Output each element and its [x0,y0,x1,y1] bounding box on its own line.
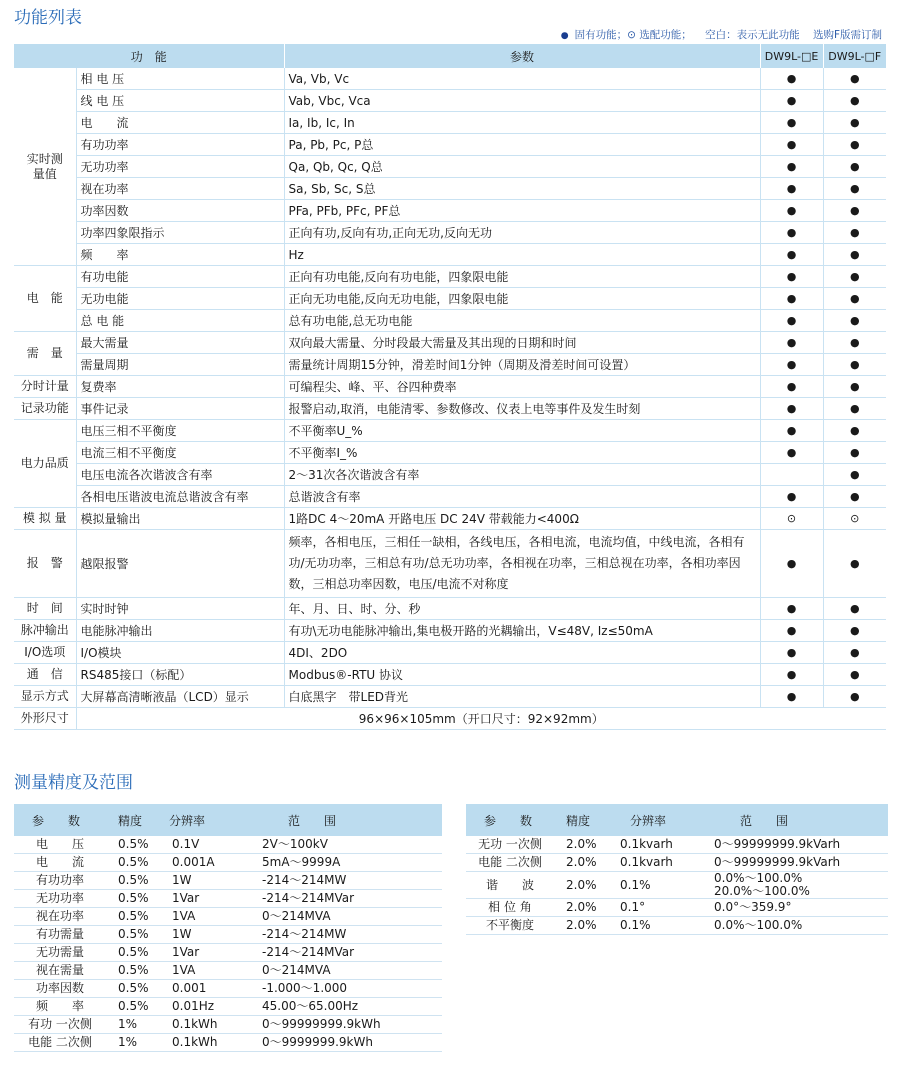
function-name: 实时时钟 [76,598,284,620]
param-value: Va, Vb, Vc [284,68,760,90]
param-name: 电 压 [14,836,106,854]
function-name: 线 电 压 [76,90,284,112]
resolution: 1W [168,872,248,890]
table-row [14,222,886,244]
table-row-dimensions [14,708,886,730]
range: 0.0°～359.9° [700,899,888,917]
range: 0～99999999.9kVarh [700,854,888,872]
support-f: ● [823,222,886,244]
param-name: 无功 一次侧 [466,836,554,854]
support-e: ● [760,376,823,398]
param-name: 电能 二次侧 [466,854,554,872]
table-row [14,836,442,854]
table-row [14,508,886,530]
table-row [14,398,886,420]
param-value: 总有功电能,总无功电能 [284,310,760,332]
resolution: 0.1% [616,917,700,935]
precision-table-left [14,804,442,1052]
table-row [14,530,886,598]
dimensions-label: 外形尺寸 [14,708,76,730]
support-e: ● [760,266,823,288]
table-row [14,620,886,642]
range: 5mA～9999A [248,854,442,872]
table-row [14,68,886,90]
param-name: 相 位 角 [466,899,554,917]
param-value: 正向无功电能,反向无功电能，四象限电能 [284,288,760,310]
support-f: ● [823,442,886,464]
header-param: 参 数 [466,804,554,836]
resolution: 1VA [168,962,248,980]
precision-header-right [466,804,888,836]
support-f: ● [823,620,886,642]
param-value: Qa, Qb, Qc, Q总 [284,156,760,178]
header-function: 功 能 [14,44,284,68]
range: 0～99999999.9kVarh [700,836,888,854]
support-f: ● [823,310,886,332]
support-f: ● [823,200,886,222]
category-cell: 模 拟 量 [14,508,76,530]
param-name: 电 流 [14,854,106,872]
support-e: ● [760,200,823,222]
function-name: 越限报警 [76,530,284,598]
table-row [14,486,886,508]
accuracy: 1% [106,1016,168,1034]
table-row [14,944,442,962]
param-value: 可编程尖、峰、平、谷四种费率 [284,376,760,398]
category-cell: 时 间 [14,598,76,620]
support-f: ● [823,354,886,376]
table-row [14,288,886,310]
support-f: ● [823,68,886,90]
param-value: Sa, Sb, Sc, S总 [284,178,760,200]
function-table-header [14,44,886,68]
table-row [466,872,888,899]
category-cell: 实时测 量值 [14,68,76,266]
category-cell: 脉冲输出 [14,620,76,642]
accuracy: 2.0% [554,872,616,899]
accuracy: 1% [106,1034,168,1052]
legend-order: 选购F版需订制 [812,29,882,41]
range: 0～99999999.9kWh [248,1016,442,1034]
resolution: 0.1% [616,872,700,899]
table-row [14,266,886,288]
table-row [14,1016,442,1034]
resolution: 0.1kvarh [616,854,700,872]
header-resolution: 分辨率 [168,804,248,836]
support-f: ● [823,244,886,266]
support-e: ● [760,642,823,664]
support-f: ● [823,686,886,708]
resolution: 0.001 [168,980,248,998]
header-range: 范 围 [700,804,888,836]
param-name: 频 率 [14,998,106,1016]
category-cell: 需 量 [14,332,76,376]
accuracy: 0.5% [106,836,168,854]
accuracy: 2.0% [554,854,616,872]
param-value: 白底黑字 带LED背光 [284,686,760,708]
support-f: ● [823,266,886,288]
resolution: 0.1V [168,836,248,854]
range: 0～9999999.9kWh [248,1034,442,1052]
param-value: 双向最大需量、分时段最大需量及其出现的日期和时间 [284,332,760,354]
category-cell: 报 警 [14,530,76,598]
category-cell: I/O选项 [14,642,76,664]
support-e: ● [760,288,823,310]
param-value: 不平衡率U_% [284,420,760,442]
table-row [14,310,886,332]
header-model-e: DW9L-□E [760,44,823,68]
support-f: ● [823,598,886,620]
range: -1.000～1.000 [248,980,442,998]
table-row [14,908,442,926]
accuracy: 2.0% [554,836,616,854]
table-row [14,200,886,222]
function-name: 事件记录 [76,398,284,420]
function-name: 功率因数 [76,200,284,222]
accuracy: 0.5% [106,980,168,998]
function-name: 电能脉冲输出 [76,620,284,642]
support-e: ● [760,398,823,420]
support-e: ● [760,598,823,620]
function-name: 功率四象限指示 [76,222,284,244]
param-value: 4DI、2DO [284,642,760,664]
param-value: Ia, Ib, Ic, In [284,112,760,134]
header-model-f: DW9L-□F [823,44,886,68]
support-f: ● [823,486,886,508]
support-f: ● [823,332,886,354]
table-row [14,112,886,134]
range: 45.00～65.00Hz [248,998,442,1016]
table-row [14,854,442,872]
param-name: 有功功率 [14,872,106,890]
resolution: 1W [168,926,248,944]
param-name: 有功需量 [14,926,106,944]
support-e: ⊙ [760,508,823,530]
resolution: 0.001A [168,854,248,872]
table-row [14,1034,442,1052]
precision-table-right [466,804,888,935]
support-f: ● [823,398,886,420]
function-name: 频 率 [76,244,284,266]
category-cell: 电 能 [14,266,76,332]
resolution: 0.1kWh [168,1016,248,1034]
dimensions-value: 96×96×105mm（开口尺寸：92×92mm） [76,708,886,730]
table-row [466,836,888,854]
table-row [14,376,886,398]
accuracy: 0.5% [106,872,168,890]
header-accuracy: 精度 [106,804,168,836]
table-row [466,917,888,935]
accuracy: 0.5% [106,998,168,1016]
support-e: ● [760,420,823,442]
support-f: ⊙ [823,508,886,530]
accuracy: 2.0% [554,917,616,935]
function-name: 有功电能 [76,266,284,288]
table-row [14,890,442,908]
range: 0～214MVA [248,962,442,980]
resolution: 0.1kWh [168,1034,248,1052]
legend [551,27,882,42]
param-value: Modbus®-RTU 协议 [284,664,760,686]
function-name: 有功功率 [76,134,284,156]
resolution: 1Var [168,944,248,962]
table-row [14,998,442,1016]
category-cell: 分时计量 [14,376,76,398]
param-value: Pa, Pb, Pc, P总 [284,134,760,156]
param-value: 1路DC 4～20mA 开路电压 DC 24V 带载能力<400Ω [284,508,760,530]
resolution: 1Var [168,890,248,908]
category-cell: 通 信 [14,664,76,686]
function-name: 需量周期 [76,354,284,376]
support-f: ● [823,376,886,398]
param-value: 正向有功电能,反向有功电能，四象限电能 [284,266,760,288]
param-name: 无功功率 [14,890,106,908]
support-e: ● [760,178,823,200]
range: 0.0%～100.0% [700,917,888,935]
table-row [14,442,886,464]
table-row [14,332,886,354]
param-value: PFa, PFb, PFc, PF总 [284,200,760,222]
header-param: 参 数 [14,804,106,836]
header-resolution: 分辨率 [616,804,700,836]
accuracy: 0.5% [106,890,168,908]
param-value: 需量统计周期15分钟，滑差时间1分钟（周期及滑差时间可设置） [284,354,760,376]
function-name: 电 流 [76,112,284,134]
table-row [14,464,886,486]
range: 2V～100kV [248,836,442,854]
support-e: ● [760,156,823,178]
resolution: 0.1kvarh [616,836,700,854]
support-e: ● [760,90,823,112]
support-f: ● [823,530,886,598]
param-value: 2～31次各次谐波含有率 [284,464,760,486]
support-e: ● [760,442,823,464]
support-e: ● [760,332,823,354]
support-f: ● [823,134,886,156]
table-row [466,899,888,917]
function-name: 视在功率 [76,178,284,200]
param-value: 有功\无功电能脉冲输出,集电极开路的光耦输出，V≤48V, Iz≤50mA [284,620,760,642]
param-value: Hz [284,244,760,266]
param-name: 电能 二次侧 [14,1034,106,1052]
category-cell: 电力品质 [14,420,76,508]
range: 0～214MVA [248,908,442,926]
support-e: ● [760,354,823,376]
function-name: 电压电流各次谐波含有率 [76,464,284,486]
function-name: 电压三相不平衡度 [76,420,284,442]
param-name: 无功需量 [14,944,106,962]
table-row [14,598,886,620]
bullet-icon: ● [560,31,569,41]
accuracy: 0.5% [106,944,168,962]
support-f: ● [823,664,886,686]
function-name: 复费率 [76,376,284,398]
legend-blank: 空白：表示无此功能 [705,29,800,41]
accuracy: 0.5% [106,908,168,926]
category-cell: 显示方式 [14,686,76,708]
range: -214～214MW [248,872,442,890]
table-row [14,926,442,944]
table-row [14,354,886,376]
table-row [14,962,442,980]
support-f: ● [823,464,886,486]
function-name: 无功功率 [76,156,284,178]
table-row [14,872,442,890]
function-table [14,44,886,730]
function-name: 无功电能 [76,288,284,310]
support-e: ● [760,620,823,642]
range: -214～214MW [248,926,442,944]
param-value: 频率，各相电压，三相任一缺相，各线电压，各相电流，电流均值，中线电流，各相有功/无功功率，三相总有功/总无功功率，各相视在功率，三相总视在功率，各相功率因数，三相总功率因数，电压/电流不对称度 [284,530,760,598]
section-title-precision: 测量精度及范围 [14,773,133,793]
param-value: 正向有功,反向有功,正向无功,反向无功 [284,222,760,244]
header-params: 参数 [284,44,760,68]
support-f: ● [823,420,886,442]
param-name: 功率因数 [14,980,106,998]
table-row [14,178,886,200]
function-name: RS485接口（标配） [76,664,284,686]
table-row [14,134,886,156]
accuracy: 0.5% [106,854,168,872]
header-range: 范 围 [248,804,442,836]
resolution: 0.1° [616,899,700,917]
support-f: ● [823,288,886,310]
param-value: Vab, Vbc, Vca [284,90,760,112]
support-e: ● [760,486,823,508]
support-f: ● [823,90,886,112]
param-value: 总谐波含有率 [284,486,760,508]
support-f: ● [823,178,886,200]
function-name: 最大需量 [76,332,284,354]
table-row [14,686,886,708]
param-name: 谐 波 [466,872,554,899]
support-e: ● [760,310,823,332]
function-name: 各相电压谐波电流总谐波含有率 [76,486,284,508]
support-e: ● [760,222,823,244]
support-e: ● [760,686,823,708]
param-name: 不平衡度 [466,917,554,935]
support-e: ● [760,112,823,134]
function-name: 模拟量输出 [76,508,284,530]
support-e: ● [760,244,823,266]
support-e: ● [760,664,823,686]
table-row [14,90,886,112]
table-row [14,156,886,178]
legend-standard: 固有功能；⊙ 选配功能； [574,29,692,41]
support-e [760,464,823,486]
range: 0.0%～100.0% 20.0%～100.0% [700,872,888,899]
section-title-function-list: 功能列表 [14,8,82,28]
param-name: 有功 一次侧 [14,1016,106,1034]
accuracy: 2.0% [554,899,616,917]
table-row [14,244,886,266]
support-e: ● [760,134,823,156]
precision-header-left [14,804,442,836]
category-cell: 记录功能 [14,398,76,420]
function-name: 大屏幕高清晰液晶（LCD）显示 [76,686,284,708]
range: -214～214MVar [248,944,442,962]
table-row [14,980,442,998]
param-value: 年、月、日、时、分、秒 [284,598,760,620]
table-row [14,664,886,686]
range: -214～214MVar [248,890,442,908]
param-name: 视在功率 [14,908,106,926]
function-name: 电流三相不平衡度 [76,442,284,464]
accuracy: 0.5% [106,962,168,980]
param-name: 视在需量 [14,962,106,980]
function-name: 相 电 压 [76,68,284,90]
support-f: ● [823,642,886,664]
support-e: ● [760,68,823,90]
resolution: 1VA [168,908,248,926]
param-value: 不平衡率I_% [284,442,760,464]
table-row [14,642,886,664]
accuracy: 0.5% [106,926,168,944]
support-e: ● [760,530,823,598]
function-name: 总 电 能 [76,310,284,332]
support-f: ● [823,156,886,178]
table-row [14,420,886,442]
function-name: I/O模块 [76,642,284,664]
support-f: ● [823,112,886,134]
table-row [466,854,888,872]
header-accuracy: 精度 [554,804,616,836]
param-value: 报警启动,取消，电能清零、参数修改、仪表上电等事件及发生时刻 [284,398,760,420]
resolution: 0.01Hz [168,998,248,1016]
